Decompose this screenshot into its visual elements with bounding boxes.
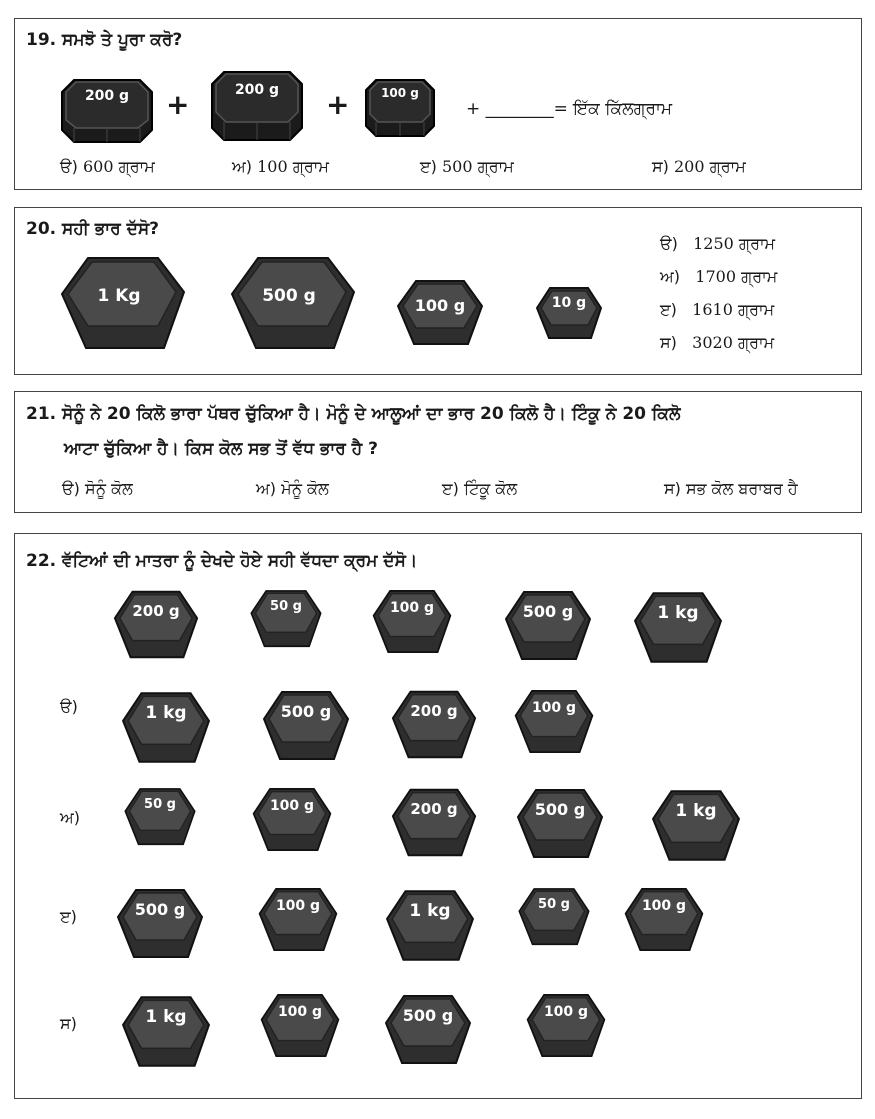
option-b: ਅ) ਮੋਨੂੰ ਕੋਲ xyxy=(256,479,329,498)
weight-label: 100 g xyxy=(389,600,435,616)
option-a: ੳ) ਸੋਨੂੰ ਕੋਲ xyxy=(62,479,133,498)
weight-label: 500 g xyxy=(522,602,574,621)
weight-label: 50 g xyxy=(270,599,302,614)
weight-label: 500 g xyxy=(262,286,316,306)
hex-weight-icon xyxy=(250,784,334,856)
weight-label: 500 g xyxy=(134,900,186,919)
option-c: ੲ) ਟਿੰਕੂ ਕੋਲ xyxy=(442,479,518,498)
weight-label: 100 g xyxy=(414,296,466,315)
question-21-line-2: ਆਟਾ ਚੁੱਕਿਆ ਹੈ। ਕਿਸ ਕੋਲ ਸਭ ਤੋਂ ਵੱਧ ਭਾਰ ਹੈ ? xyxy=(64,439,378,459)
hex-weight-icon xyxy=(394,276,486,350)
weight-label: 200 g xyxy=(84,88,130,104)
weight-label: 1 kg xyxy=(145,1007,187,1027)
option-a: ੳ) 600 ਗ੍ਰਾਮ xyxy=(60,157,155,176)
weight-label: 1 kg xyxy=(675,801,717,821)
weight-label: 200 g xyxy=(410,800,458,818)
hex-weight-icon xyxy=(111,586,201,664)
weight-label: 100 g xyxy=(543,1004,589,1020)
weight-label: 1 kg xyxy=(145,703,187,723)
plus-sign: + xyxy=(166,88,190,121)
question-20-title: 20. ਸਹੀ ਭਾਰ ਦੱਸੋ? xyxy=(26,219,160,239)
octagon-weight-icon xyxy=(364,74,436,138)
hex-weight-icon xyxy=(516,884,592,950)
hex-weight-icon xyxy=(119,990,213,1074)
hex-weight-icon xyxy=(512,686,596,758)
weight-label: 500 g xyxy=(534,800,586,819)
weight-label: 1 kg xyxy=(657,603,699,623)
hex-weight-icon xyxy=(524,990,608,1062)
option-d: ਸ) 3020 ਗ੍ਰਾਮ xyxy=(660,333,775,352)
weight-label: 100 g xyxy=(381,86,419,100)
option-row-label: ਸ) xyxy=(60,1014,77,1033)
option-d: ਸ) ਸਭ ਕੋਲ ਬਰਾਬਰ ਹੈ xyxy=(664,479,798,498)
weight-label: 500 g xyxy=(280,702,332,721)
hex-weight-icon xyxy=(248,586,324,652)
hex-weight-icon xyxy=(622,884,706,956)
weight-label: 100 g xyxy=(269,798,315,814)
plus-sign: + xyxy=(326,88,350,121)
weight-label: 500 g xyxy=(402,1006,454,1025)
question-22-title: 22. ਵੱਟਿਆਂ ਦੀ ਮਾਤਰਾ ਨੂੰ ਦੇਖਦੇ ਹੋਏ ਸਹੀ ਵੱਧਦਾ ਕ੍ਰਮ ਦੱਸੋ। xyxy=(26,551,418,571)
weight-label: 50 g xyxy=(144,797,176,812)
hex-weight-icon xyxy=(258,990,342,1062)
hex-weight-icon xyxy=(58,252,188,356)
option-b: ਅ) 1700 ਗ੍ਰਾਮ xyxy=(660,267,778,286)
hex-weight-icon xyxy=(631,586,725,670)
hex-weight-icon xyxy=(534,284,604,342)
equation-blank: + ________= ਇੱਕ ਕਿੱਲਗ੍ਰਾਮ xyxy=(466,99,673,119)
hex-weight-icon xyxy=(502,586,594,666)
weight-label: 100 g xyxy=(275,898,321,914)
weight-label: 100 g xyxy=(277,1004,323,1020)
question-19-title: 19. ਸਮਝੋ ਤੇ ਪੂਰਾ ਕਰੋ? xyxy=(26,30,183,50)
hex-weight-icon xyxy=(389,784,479,862)
hex-weight-icon xyxy=(114,884,206,964)
option-a: ੳ) 1250 ਗ੍ਰਾਮ xyxy=(660,234,776,253)
option-row-label: ਅ) xyxy=(60,808,81,827)
weight-label: 1 kg xyxy=(409,901,451,921)
weight-label: 100 g xyxy=(531,700,577,716)
weight-label: 1 Kg xyxy=(97,286,141,306)
hex-weight-icon xyxy=(382,990,474,1070)
hex-weight-icon xyxy=(228,252,358,356)
hex-weight-icon xyxy=(119,686,213,770)
option-d: ਸ) 200 ਗ੍ਰਾਮ xyxy=(652,157,746,176)
weight-label: 50 g xyxy=(538,897,570,912)
option-b: ਅ) 100 ਗ੍ਰਾਮ xyxy=(232,157,329,176)
octagon-weight-icon xyxy=(210,66,304,142)
option-c: ੲ) 1610 ਗ੍ਰਾਮ xyxy=(660,300,775,319)
hex-weight-icon xyxy=(260,686,352,766)
option-row-label: ੲ) xyxy=(60,907,77,926)
hex-weight-icon xyxy=(256,884,340,956)
option-c: ੲ) 500 ਗ੍ਰਾਮ xyxy=(420,157,514,176)
hex-weight-icon xyxy=(649,784,743,868)
option-row-label: ੳ) xyxy=(60,697,78,716)
hex-weight-icon xyxy=(370,586,454,658)
hex-weight-icon xyxy=(122,784,198,850)
weight-label: 200 g xyxy=(234,82,280,98)
octagon-weight-icon xyxy=(60,72,154,144)
hex-weight-icon xyxy=(514,784,606,864)
weight-label: 10 g xyxy=(551,295,587,311)
hex-weight-icon xyxy=(383,884,477,968)
question-21-line-1: 21. ਸੋਨੂੰ ਨੇ 20 ਕਿਲੋ ਭਾਰਾ ਪੱਥਰ ਚੁੱਕਿਆ ਹੈ। ਮੋਨੂੰ ਦੇ ਆਲੂਆਂ ਦਾ ਭਾਰ 20 ਕਿਲੋ ਹੈ। ਟਿੰਕੂ ਨੇ 20 ਕਿਲੋ xyxy=(26,404,681,424)
weight-label: 200 g xyxy=(410,702,458,720)
weight-label: 100 g xyxy=(641,898,687,914)
weight-label: 200 g xyxy=(132,602,180,620)
hex-weight-icon xyxy=(389,686,479,764)
